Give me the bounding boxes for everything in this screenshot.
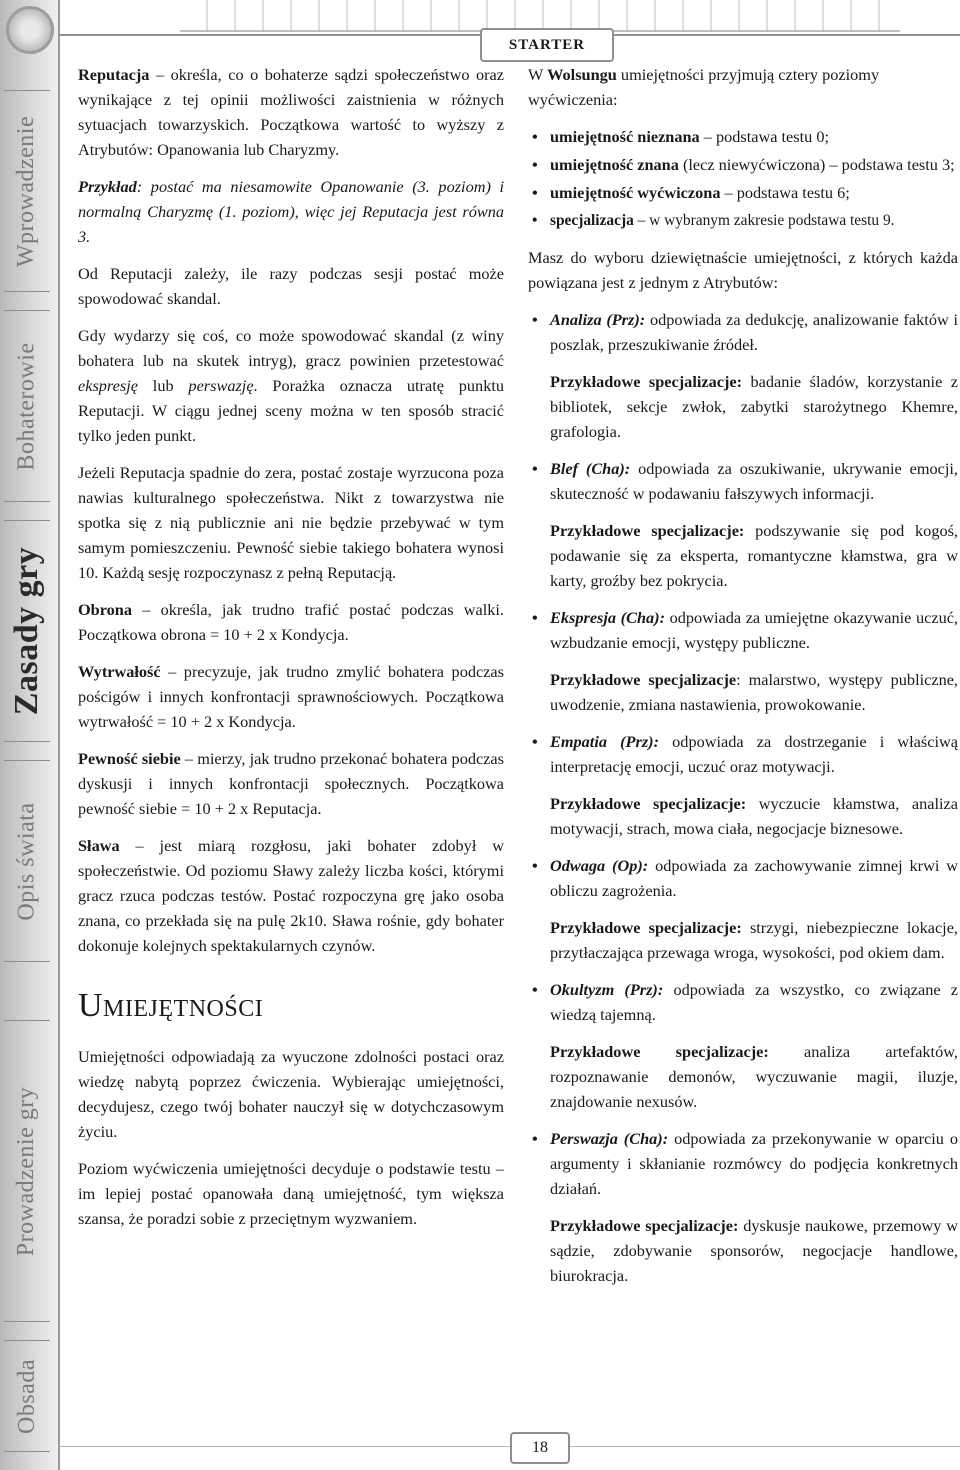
levels-intro-paragraph: W Wolsungu umiejętności przyjmują cztery poziomy wyćwiczenia: xyxy=(528,65,880,109)
tab-bohaterowie[interactable]: Bohaterowie xyxy=(4,310,50,502)
reputation-zero-paragraph: Jeżeli Reputacja spadnie do zera, postać zostaje wyrzucona poza nawias kulturalnego społeczeństwa. Nikt z towarzystwa nie spotka się z nią publicznie ani nie będzie przebywać w tym samym pomieszczeniu. Pewność siebie takiego bohatera wynosi 10. Każdą sesję rozpoczynasz z pełną Reputacją. xyxy=(78,463,504,582)
spec-perswazja: Przykładowe specjalizacje: dyskusje naukowe, przemowy w sądzie, zdobywanie sponsorów, negocjacje handlowe, biurokracja. xyxy=(550,1216,959,1285)
tab-ornament-icon xyxy=(6,6,54,54)
footer-rule xyxy=(58,1446,960,1447)
reputacja-paragraph: Reputacja – określa, co o bohaterze sądzi społeczeństwo oraz wynikające z tej opinii możliwości zaistnienia w różnych sytuacjach towarzyskich. Początkowa wartość to wyższy z Atrybutów: Opanowania lub Charyzmy. xyxy=(78,65,504,159)
skills-level-paragraph: Poziom wyćwiczenia umiejętności decyduje o podstawie testu – im lepiej postać opanowała daną umiejętność, tym większa szansa, że poradzi sobie z przeciętnym wyzwaniem. xyxy=(78,1159,504,1228)
pewnosc-paragraph: Pewność siebie – mierzy, jak trudno przekonać bohatera podczas dyskusji i innych konfrontacji społecznych. Początkowa pewność siebie = 10 + 2 x Reputacja. xyxy=(78,749,504,818)
scandal-test-paragraph: Gdy wydarzy się coś, co może spowodować skandal (z winy bohatera lub na skutek intryg), gracz powinien przetestować ekspresję lub perswazję. Porażka oznacza utratę punktu Reputacji. W ciągu jednej sceny można w ten sposób stracić tylko jeden punkt. xyxy=(78,326,504,445)
spec-blef: Przykładowe specjalizacje: podszywanie się pod kogoś, podawanie się za eksperta, romantyczne kłamstwa, gra w karty, groźby bez pokrycia. xyxy=(550,521,959,590)
skill-ekspresja: • Ekspresja (Cha): odpowiada za umiejętne okazywanie uczuć, wzbudzanie emocji, występy publiczne. xyxy=(528,605,958,655)
skill-levels-list xyxy=(528,124,958,233)
section-badge: STARTER xyxy=(480,28,614,62)
skill-empatia: • Empatia (Prz): odpowiada za dostrzeganie i właściwą interpretację emocji, uczuć oraz motywacji. xyxy=(528,729,958,779)
choose-skills-paragraph: Masz do wyboru dziewiętnaście umiejętności, z których każda powiązana jest z jednym z Atrybutów: xyxy=(528,248,958,292)
list-item: • specjalizacja – w wybranym zakresie podstawa testu 9. xyxy=(528,208,958,233)
spec-odwaga: Przykładowe specjalizacje: strzygi, niebezpieczne lokacje, przytłaczająca przewaga wroga, wysokości, pod okiem dam. xyxy=(550,918,958,962)
spec-okultyzm: Przykładowe specjalizacje: analiza artefaktów, rozpoznawanie demonów, wyczuwanie magii, iluzje, znajdowanie nexusów. xyxy=(550,1042,958,1111)
skill-perswazja: • Perswazja (Cha): odpowiada za przekonywanie w oparciu o argumenty i skłanianie rozmówcy do podjęcia konkretnych działań. xyxy=(528,1126,958,1201)
tab-obsada[interactable]: Obsada xyxy=(4,1340,50,1452)
list-item: • umiejętność wyćwiczona – podstawa testu 6; xyxy=(528,180,958,205)
chapter-tab-strip xyxy=(0,0,60,1470)
tab-opis-swiata[interactable]: Opis świata xyxy=(4,760,50,962)
section-title: Umiejętności xyxy=(78,987,264,1024)
skill-okultyzm: • Okultyzm (Prz): odpowiada za wszystko, co związane z wiedzą tajemną. xyxy=(528,977,958,1027)
tab-wprowadzenie[interactable]: Wprowadzenie xyxy=(4,90,50,292)
skills-intro-paragraph: Umiejętności odpowiadają za wyuczone zdolności postaci oraz wiedzę nabytą poprzez ćwiczenia. Wybierając umiejętności, decydujesz, czego twój bohater nauczył się w dotychczasowym życiu. xyxy=(78,1047,504,1141)
list-item: • umiejętność znana (lecz niewyćwiczona) – podstawa testu 3; xyxy=(528,152,958,177)
right-column xyxy=(528,62,958,1300)
spec-ekspresja: Przykładowe specjalizacje: malarstwo, występy publiczne, uwodzenie, zmiana nastawienia, prowokowanie. xyxy=(550,670,959,714)
left-column xyxy=(78,62,504,1243)
example-paragraph: Przykład: postać ma niesamowite Opanowanie (3. poziom) i normalną Charyzmę (1. poziom), więc jej Reputacja jest równa 3. xyxy=(78,177,504,246)
slawa-paragraph: Sława – jest miarą rozgłosu, jaki bohater zdobył w społeczeństwie. Od poziomu Sławy zależy liczba kości, którymi gracz rzuca podczas testów. Postać rozpoczyna grę jako osoba znana, co przekłada się na pulę 2k10. Sława rośnie, gdy bohater dokonuje kolejnych spektakularnych czynów. xyxy=(78,836,504,955)
skill-analiza: • Analiza (Prz): odpowiada za dedukcję, analizowanie faktów i poszlak, przeszukiwanie źródeł. xyxy=(528,307,958,357)
spec-empatia: Przykładowe specjalizacje: wyczucie kłamstwa, analiza motywacji, strach, mowa ciała, negocjacje biznesowe. xyxy=(550,794,958,838)
tab-prowadzenie-gry[interactable]: Prowadzenie gry xyxy=(4,1020,50,1322)
scandal-paragraph: Od Reputacji zależy, ile razy podczas sesji postać może spowodować skandal. xyxy=(78,264,504,308)
list-item: • umiejętność nieznana – podstawa testu 0; xyxy=(528,124,958,149)
tab-zasady-gry[interactable]: Zasady gry xyxy=(4,520,50,742)
obrona-paragraph: Obrona – określa, jak trudno trafić postać podczas walki. Początkowa obrona = 10 + 2 x Kondycja. xyxy=(78,600,504,644)
skill-odwaga: • Odwaga (Op): odpowiada za zachowywanie zimnej krwi w obliczu zagrożenia. xyxy=(528,853,958,903)
wytrwalosc-paragraph: Wytrwałość – precyzuje, jak trudno zmylić bohatera podczas pościgów i innych konfrontacji sprawnościowych. Początkowa wytrwałość = 10 + 2 x Kondycja. xyxy=(78,662,504,731)
skill-blef: • Blef (Cha): odpowiada za oszukiwanie, ukrywanie emocji, skuteczność w podawaniu fałszywych informacji. xyxy=(528,456,958,506)
page-number: 18 xyxy=(510,1432,570,1464)
spec-analiza: Przykładowe specjalizacje: badanie śladów, korzystanie z bibliotek, sekcje zwłok, zabytki starożytnego Khemre, grafologia. xyxy=(550,372,959,441)
